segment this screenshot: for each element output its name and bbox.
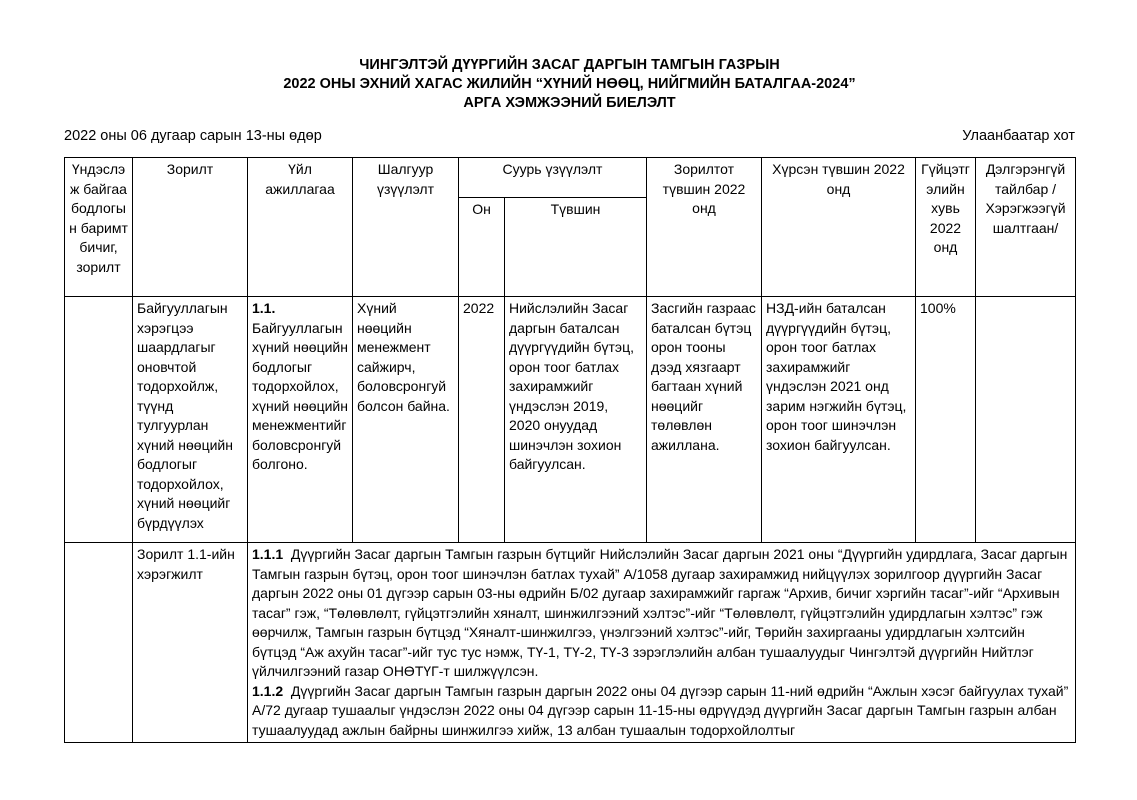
header-goal: Зорилт <box>133 158 248 297</box>
cell-remarks <box>976 297 1076 543</box>
header-performance-pct: Гүйцэтгэлийн хувь 2022 онд <box>916 158 976 297</box>
header-remarks: Дэлгэрэнгүй тайлбар /Хэрэгжээгүй шалтгаан/ <box>976 158 1076 297</box>
meta-row <box>64 128 1075 144</box>
cell-activity <box>248 297 353 543</box>
paragraph-1-number: 1.1.1 <box>252 546 284 562</box>
header-target-level: Зорилтот түвшин 2022 онд <box>647 158 762 297</box>
header-baseline-level: Түвшин <box>505 198 647 297</box>
header-baseline-year: Он <box>459 198 505 297</box>
cell-criteria: Хүний нөөцийн менежмент сайжирч, боловсронгуй болсон байна. <box>353 297 459 543</box>
header-policy-doc: Үндэслэж байгаа бодлогын баримт бичиг, зорилт <box>65 158 133 297</box>
header-row-1 <box>65 158 1076 198</box>
report-table <box>64 157 1076 743</box>
paragraph-2-text: Дүүргийн Засаг даргын Тамгын газрын даргын 2022 оны 04 дүгээр сарын 11-ний өдрийн “Ажлын хэсэг байгуулах тухай” А/72 дугаар тушаалыг үндэслэн 2022 оны 04 дүгээр сарын 11-15-ны өдрүүдэд дүүргийн Засаг даргын Тамгын газрын албан тушаалуудад ажлын байрны шинжилгээ хийж, 13 албан тушаалын тодорхойлолтыг <box>252 682 1069 738</box>
data-row-2 <box>65 543 1076 743</box>
document-city: Улаанбаатар хот <box>962 128 1075 144</box>
header-achieved-level: Хүрсэн түвшин 2022 онд <box>762 158 916 297</box>
title-line-2: 2022 ОНЫ ЭХНИЙ ХАГАС ЖИЛИЙН “ХҮНИЙ НӨӨЦ, НИЙГМИЙН БАТАЛГАА-2024” <box>283 76 856 92</box>
data-row-1 <box>65 297 1076 543</box>
header-baseline: Суурь үзүүлэлт <box>459 158 647 198</box>
header-activity: Үйл ажиллагаа <box>248 158 353 297</box>
cell-policy-doc <box>65 297 133 543</box>
title-line-1: ЧИНГЭЛТЭЙ ДҮҮРГИЙН ЗАСАГ ДАРГЫН ТАМГЫН ГАЗРЫН <box>359 57 780 73</box>
implementation-paragraph-1 <box>252 545 1071 682</box>
activity-text: Байгууллагын хүний нөөцийн бодлогыг тодорхойлох, хүний нөөцийн менежментийг боловсронгуй болгоно. <box>252 319 348 472</box>
cell-implementation-details <box>248 543 1076 743</box>
activity-number: 1.1. <box>252 300 276 316</box>
implementation-paragraph-2 <box>252 682 1071 741</box>
cell-baseline-level: Нийслэлийн Засаг даргын баталсан дүүргүүдийн бүтэц, орон тоог батлах захирамжийг үндэслэн 2019, 2020 онуудад шинэчлэн зохион байгуулсан. <box>505 297 647 543</box>
cell-baseline-year: 2022 <box>459 297 505 543</box>
cell-target-level: Засгийн газраас баталсан бүтэц орон тооны дээд хязгаарт багтаан хүний нөөцийг төлөвлөн ажиллана. <box>647 297 762 543</box>
cell-goal-2: Зорилт 1.1-ийн хэрэгжилт <box>133 543 248 743</box>
cell-goal: Байгууллагын хэрэгцээ шаардлагыг оновчтой тодорхойлж, түүнд тулгуурлан хүний нөөцийн бодлогыг тодорхойлох, хүний нөөцийг бүрдүүлэх <box>133 297 248 543</box>
cell-achieved-level: НЗД-ийн баталсан дүүргүүдийн бүтэц, орон тоог батлах захирамжийг үндэслэн 2021 онд зарим нэгжийн бүтэц, орон тоог шинэчлэн зохион байгуулсан. <box>762 297 916 543</box>
cell-performance-pct: 100% <box>916 297 976 543</box>
header-criteria: Шалгуур үзүүлэлт <box>353 158 459 297</box>
paragraph-1-text: Дүүргийн Засаг даргын Тамгын газрын бүтцийг Нийслэлийн Засаг даргын 2021 оны “Дүүргийн удирдлага, Засаг даргын Тамгын газрын бүтэц, орон тоог шинэчлэн батлах тухай” А/1058 дугаар захирамжид нийцүүлэх зорилгоор дүүргийн Засаг даргын 2022 оны 01 дүгээр сарын 03-ны өдрийн Б/02 дугаар захирамжийг гаргаж “Архив, бичиг хэргийн тасаг”-ийг “Архивын тасаг” гэж, “Төлөвлөлт, гүйцэтгэлийн хяналт, шинжилгээний хэлтэс”-ийг “Төлөвлөлт, гүйцэтгэлийн удирдлагын хэлтэс” гэж өөрчилж, Тамгын газрын бүтцэд “Хяналт-шинжилгээ, үнэлгээний хэлтэс”-ийг, Төрийн захиргааны удирдлагын хэлтсийн бүтцэд “Аж ахуйн тасаг”-ийг тус тус нэмж, ТҮ-1, ТҮ-2, ТҮ-3 зэрэглэлийн албан тушаалуудыг Чингэлтэй дүүргийн Нийтлэг үйлчилгээний газар ОНӨТҮГ-т шилжүүлсэн. <box>252 546 1068 679</box>
paragraph-2-number: 1.1.2 <box>252 682 284 699</box>
title-line-3: АРГА ХЭМЖЭЭНИЙ БИЕЛЭЛТ <box>463 95 676 111</box>
document-date: 2022 оны 06 дугаар сарын 13-ны өдөр <box>64 128 322 144</box>
document-title <box>64 56 1075 113</box>
cell-policy-doc-2 <box>65 543 133 743</box>
